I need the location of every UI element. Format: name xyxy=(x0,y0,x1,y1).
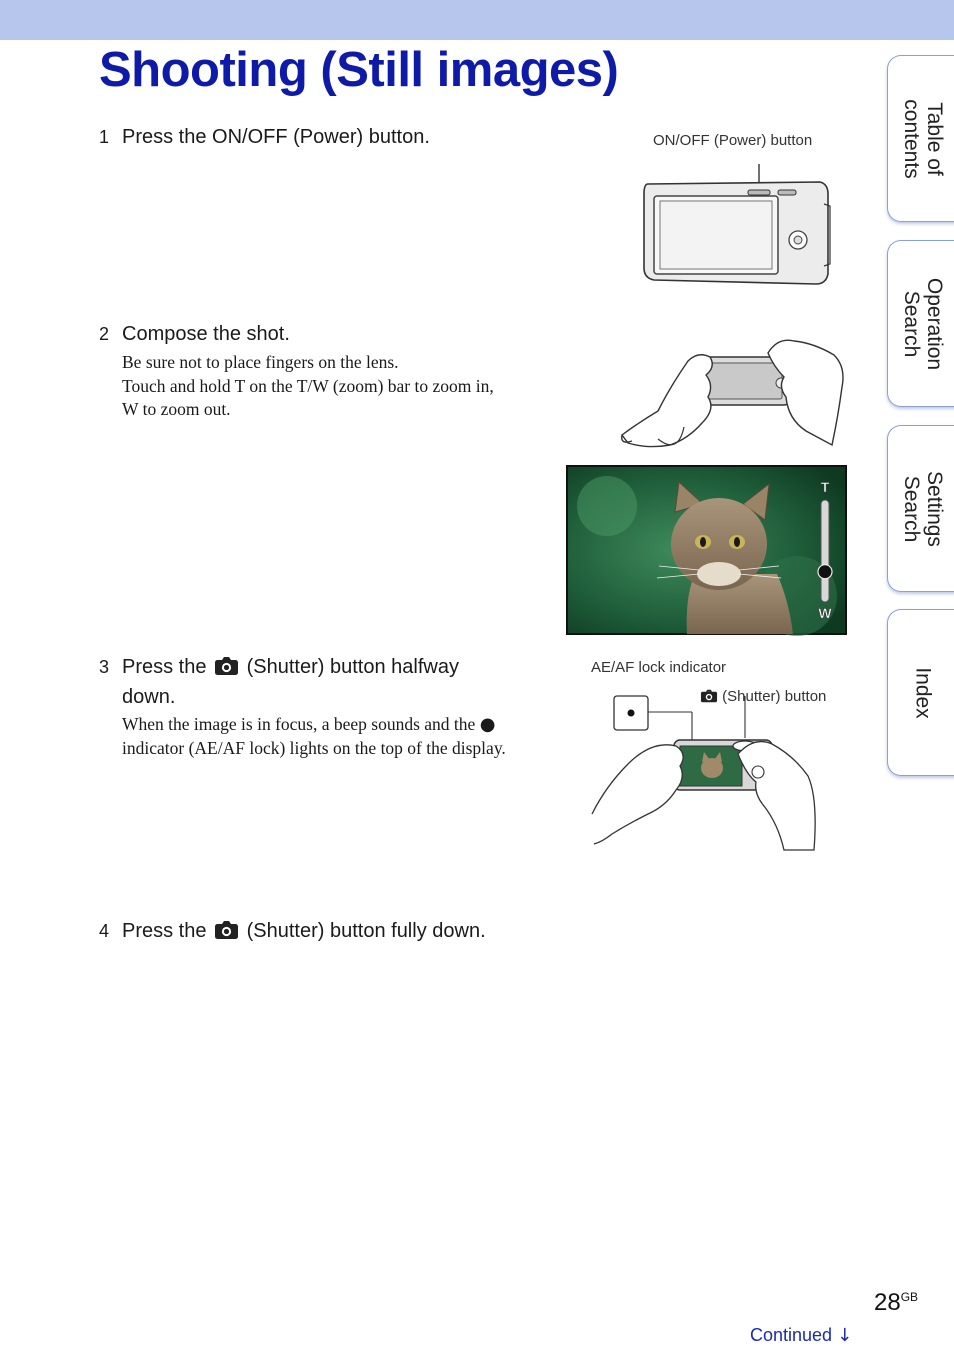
step-number: 3 xyxy=(99,657,110,677)
aeaf-indicator-dot xyxy=(628,710,635,717)
step-number: 1 xyxy=(99,127,110,147)
step-text-after: (Shutter) button halfway xyxy=(246,656,459,678)
step-text: Press the ON/OFF (Power) button. xyxy=(122,126,430,148)
note-line: W to zoom out. xyxy=(122,399,231,419)
shutter-caption-text: (Shutter) button xyxy=(722,688,827,705)
continued-text: Continued xyxy=(750,1325,833,1345)
camera-power-illustration xyxy=(640,160,835,290)
step-3-notes xyxy=(122,713,506,760)
step-3 xyxy=(99,652,539,712)
note-line: indicator (AE/AF lock) lights on the top of the display. xyxy=(122,737,506,758)
hands-holding-camera-illustration xyxy=(618,327,848,455)
tab-label: Settings Search xyxy=(900,470,946,547)
aeaf-indicator-caption: AE/AF lock indicator xyxy=(591,659,727,676)
down-arrow-icon: ↓ xyxy=(837,1325,853,1346)
power-button-caption: ON/OFF (Power) button xyxy=(653,132,813,149)
zoom-knob[interactable] xyxy=(818,565,832,579)
note-line: When the image is in focus, a beep sounds and the xyxy=(122,714,476,734)
step-2 xyxy=(99,319,539,349)
step-4 xyxy=(99,916,539,946)
page-number xyxy=(874,1289,918,1317)
note-line: Touch and hold T on the T/W (zoom) bar to zoom in, xyxy=(122,375,494,396)
tab-operation-search[interactable] xyxy=(887,240,954,407)
bullet-icon: ● xyxy=(479,714,496,735)
step-text: Compose the shot. xyxy=(122,323,290,345)
page-title: Shooting (Still images) xyxy=(99,43,619,97)
tab-table-of-contents[interactable] xyxy=(887,55,954,222)
page-number-value: 28 xyxy=(874,1289,901,1316)
note-line: Be sure not to place fingers on the lens. xyxy=(122,352,399,372)
continued-link[interactable] xyxy=(750,1325,852,1346)
step-number: 4 xyxy=(99,921,110,941)
step-text-before: Press the xyxy=(122,656,207,678)
camera-icon xyxy=(214,920,239,940)
tab-label: Operation Search xyxy=(900,277,946,370)
step-2-notes xyxy=(122,351,494,422)
tab-settings-search[interactable] xyxy=(887,425,954,592)
camera-icon xyxy=(214,656,239,676)
step-number: 2 xyxy=(99,324,110,344)
step-text-after: (Shutter) button fully down. xyxy=(246,920,486,942)
lcd-cat-photo xyxy=(567,466,846,634)
tab-label: Table of contents xyxy=(900,98,946,179)
step-text-line2: down. xyxy=(122,686,176,708)
shutter-press-illustration xyxy=(588,694,828,854)
step-1 xyxy=(99,122,539,152)
step-text-before: Press the xyxy=(122,920,207,942)
top-band xyxy=(0,0,954,40)
page-number-suffix: GB xyxy=(900,1290,919,1304)
tab-label: Index xyxy=(911,666,935,719)
zoom-bar[interactable] xyxy=(821,500,829,602)
tab-index[interactable] xyxy=(887,609,954,776)
zoom-wide-label: W xyxy=(818,605,832,621)
zoom-tele-label: T xyxy=(820,479,830,495)
